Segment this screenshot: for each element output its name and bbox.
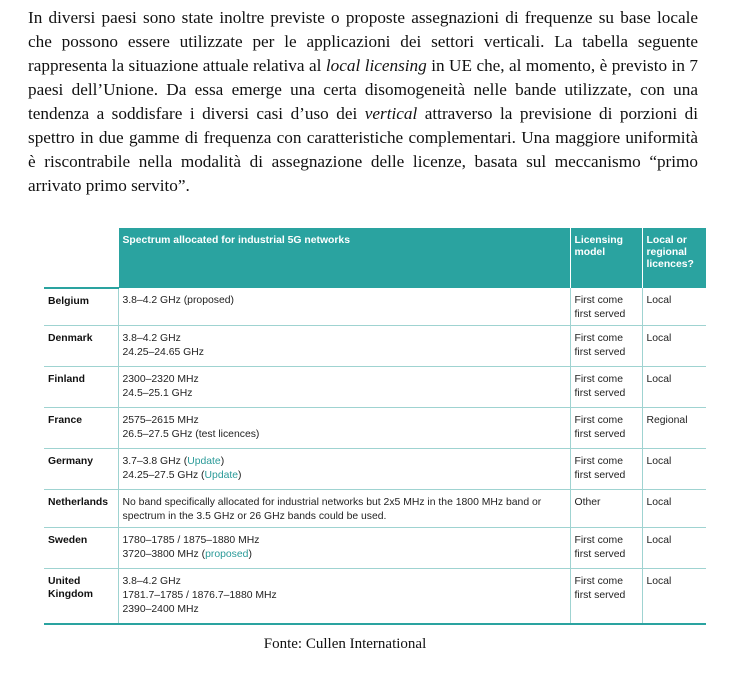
spectrum-cell: No band specifically allocated for industrial networks but 2x5 MHz in the 1800 MHz band or spectrum in the 3.5 GHz or 26 GHz bands could be used. — [118, 489, 570, 527]
spectrum-line — [123, 455, 566, 469]
table-row — [44, 489, 706, 527]
country-cell: United Kingdom — [44, 568, 118, 624]
header-licensing-model: Licensing model — [570, 228, 642, 288]
paragraph-text: in UE che, al momento, è previsto in 7 paesi dell’Unione. Da essa emerge una certa disomogeneità nelle bande utilizzate, con una tendenza a soddisfare i diversi casi d’uso dei — [28, 56, 698, 123]
spectrum-cell — [118, 366, 570, 407]
spectrum-text: ) — [220, 455, 225, 467]
local-regional-cell: Local — [642, 527, 706, 568]
paragraph-text: In diversi paesi sono state inoltre previste o proposte assegnazioni di frequenze su base locale che possono essere utilizzate per le applicazioni dei settori verticali. La tabella seguente rappresenta la situazione attuale relativa al — [28, 8, 698, 75]
spectrum-line — [123, 548, 566, 562]
spectrum-text: 3.7–3.8 GHz ( — [122, 455, 188, 467]
paragraph-italic-term: local licensing — [325, 56, 427, 75]
table-source-caption: Fonte: Cullen International — [263, 636, 427, 652]
licensing-model-cell: First come first served — [570, 568, 642, 624]
country-cell: Denmark — [44, 325, 118, 366]
table-row — [44, 407, 706, 448]
spectrum-cell — [118, 288, 570, 325]
spectrum-text: 24.25–27.5 GHz ( — [122, 469, 205, 481]
licensing-model-cell: First come first served — [570, 527, 642, 568]
table-row — [44, 448, 706, 489]
local-regional-cell: Local — [642, 489, 706, 527]
licensing-model-cell: First come first served — [570, 448, 642, 489]
spectrum-line: 26.5–27.5 GHz (test licences) — [122, 428, 260, 440]
table-row — [44, 366, 706, 407]
spectrum-cell — [118, 527, 570, 568]
spectrum-cell — [118, 325, 570, 366]
licensing-model-cell: First come first served — [570, 325, 642, 366]
local-regional-cell: Local — [642, 448, 706, 489]
licensing-model-cell: First come first served — [570, 407, 642, 448]
paragraph-text: attraverso la previsione di porzioni di spettro in due gamme di frequenza con caratteristiche complementari. Una maggiore uniformità è riscontrabile nella modalità di assegnazione delle licenze, basata sul meccanismo “primo arrivato primo servito”. — [28, 104, 698, 195]
spectrum-text: 3720–3800 MHz ( — [122, 548, 206, 560]
spectrum-line: 3.8–4.2 GHz — [122, 332, 181, 344]
spectrum-cell — [118, 448, 570, 489]
table-row — [44, 527, 706, 568]
table-row — [44, 568, 706, 624]
update-link[interactable]: Update — [204, 469, 239, 481]
proposed-link[interactable]: proposed — [205, 548, 249, 560]
country-cell: Belgium — [44, 288, 118, 325]
spectrum-line: 24.5–25.1 GHz — [122, 387, 193, 399]
spectrum-text: ) — [248, 548, 252, 560]
spectrum-line: 2575–2615 MHz — [122, 414, 199, 426]
licensing-model-cell: Other — [570, 489, 642, 527]
update-link[interactable]: Update — [187, 455, 221, 467]
spectrum-line: 24.25–24.65 GHz — [122, 346, 204, 358]
local-regional-cell: Local — [642, 325, 706, 366]
header-local-regional: Local or regional licences? — [642, 228, 706, 288]
country-cell: Netherlands — [44, 489, 118, 527]
table-header-row — [44, 228, 706, 288]
licensing-model-cell: First come first served — [570, 288, 642, 325]
local-regional-cell: Local — [642, 288, 706, 325]
local-regional-cell: Local — [642, 366, 706, 407]
spectrum-line: 1780–1785 / 1875–1880 MHz — [122, 534, 260, 546]
paragraph-italic-term: vertical — [364, 104, 418, 123]
local-licensing-table — [44, 228, 706, 625]
spectrum-line: 3.8–4.2 GHz — [122, 575, 181, 587]
country-cell: Germany — [44, 448, 118, 489]
country-cell: France — [44, 407, 118, 448]
spectrum-text: ) — [238, 469, 242, 481]
country-cell: Sweden — [44, 527, 118, 568]
spectrum-line — [123, 469, 566, 483]
local-regional-cell: Regional — [642, 407, 706, 448]
table-row — [44, 325, 706, 366]
header-blank-cell — [44, 228, 118, 288]
country-cell: Finland — [44, 366, 118, 407]
spectrum-line: 2390–2400 MHz — [122, 603, 199, 615]
licensing-model-cell: First come first served — [570, 366, 642, 407]
table-row — [44, 288, 706, 325]
intro-paragraph — [28, 6, 698, 198]
local-regional-cell: Local — [642, 568, 706, 624]
header-spectrum: Spectrum allocated for industrial 5G networks — [118, 228, 570, 288]
spectrum-line: 2300–2320 MHz — [122, 373, 199, 385]
spectrum-line: 3.8–4.2 GHz (proposed) — [122, 295, 234, 306]
spectrum-cell — [118, 407, 570, 448]
spectrum-line: 1781.7–1785 / 1876.7–1880 MHz — [122, 589, 277, 601]
spectrum-cell — [118, 568, 570, 624]
